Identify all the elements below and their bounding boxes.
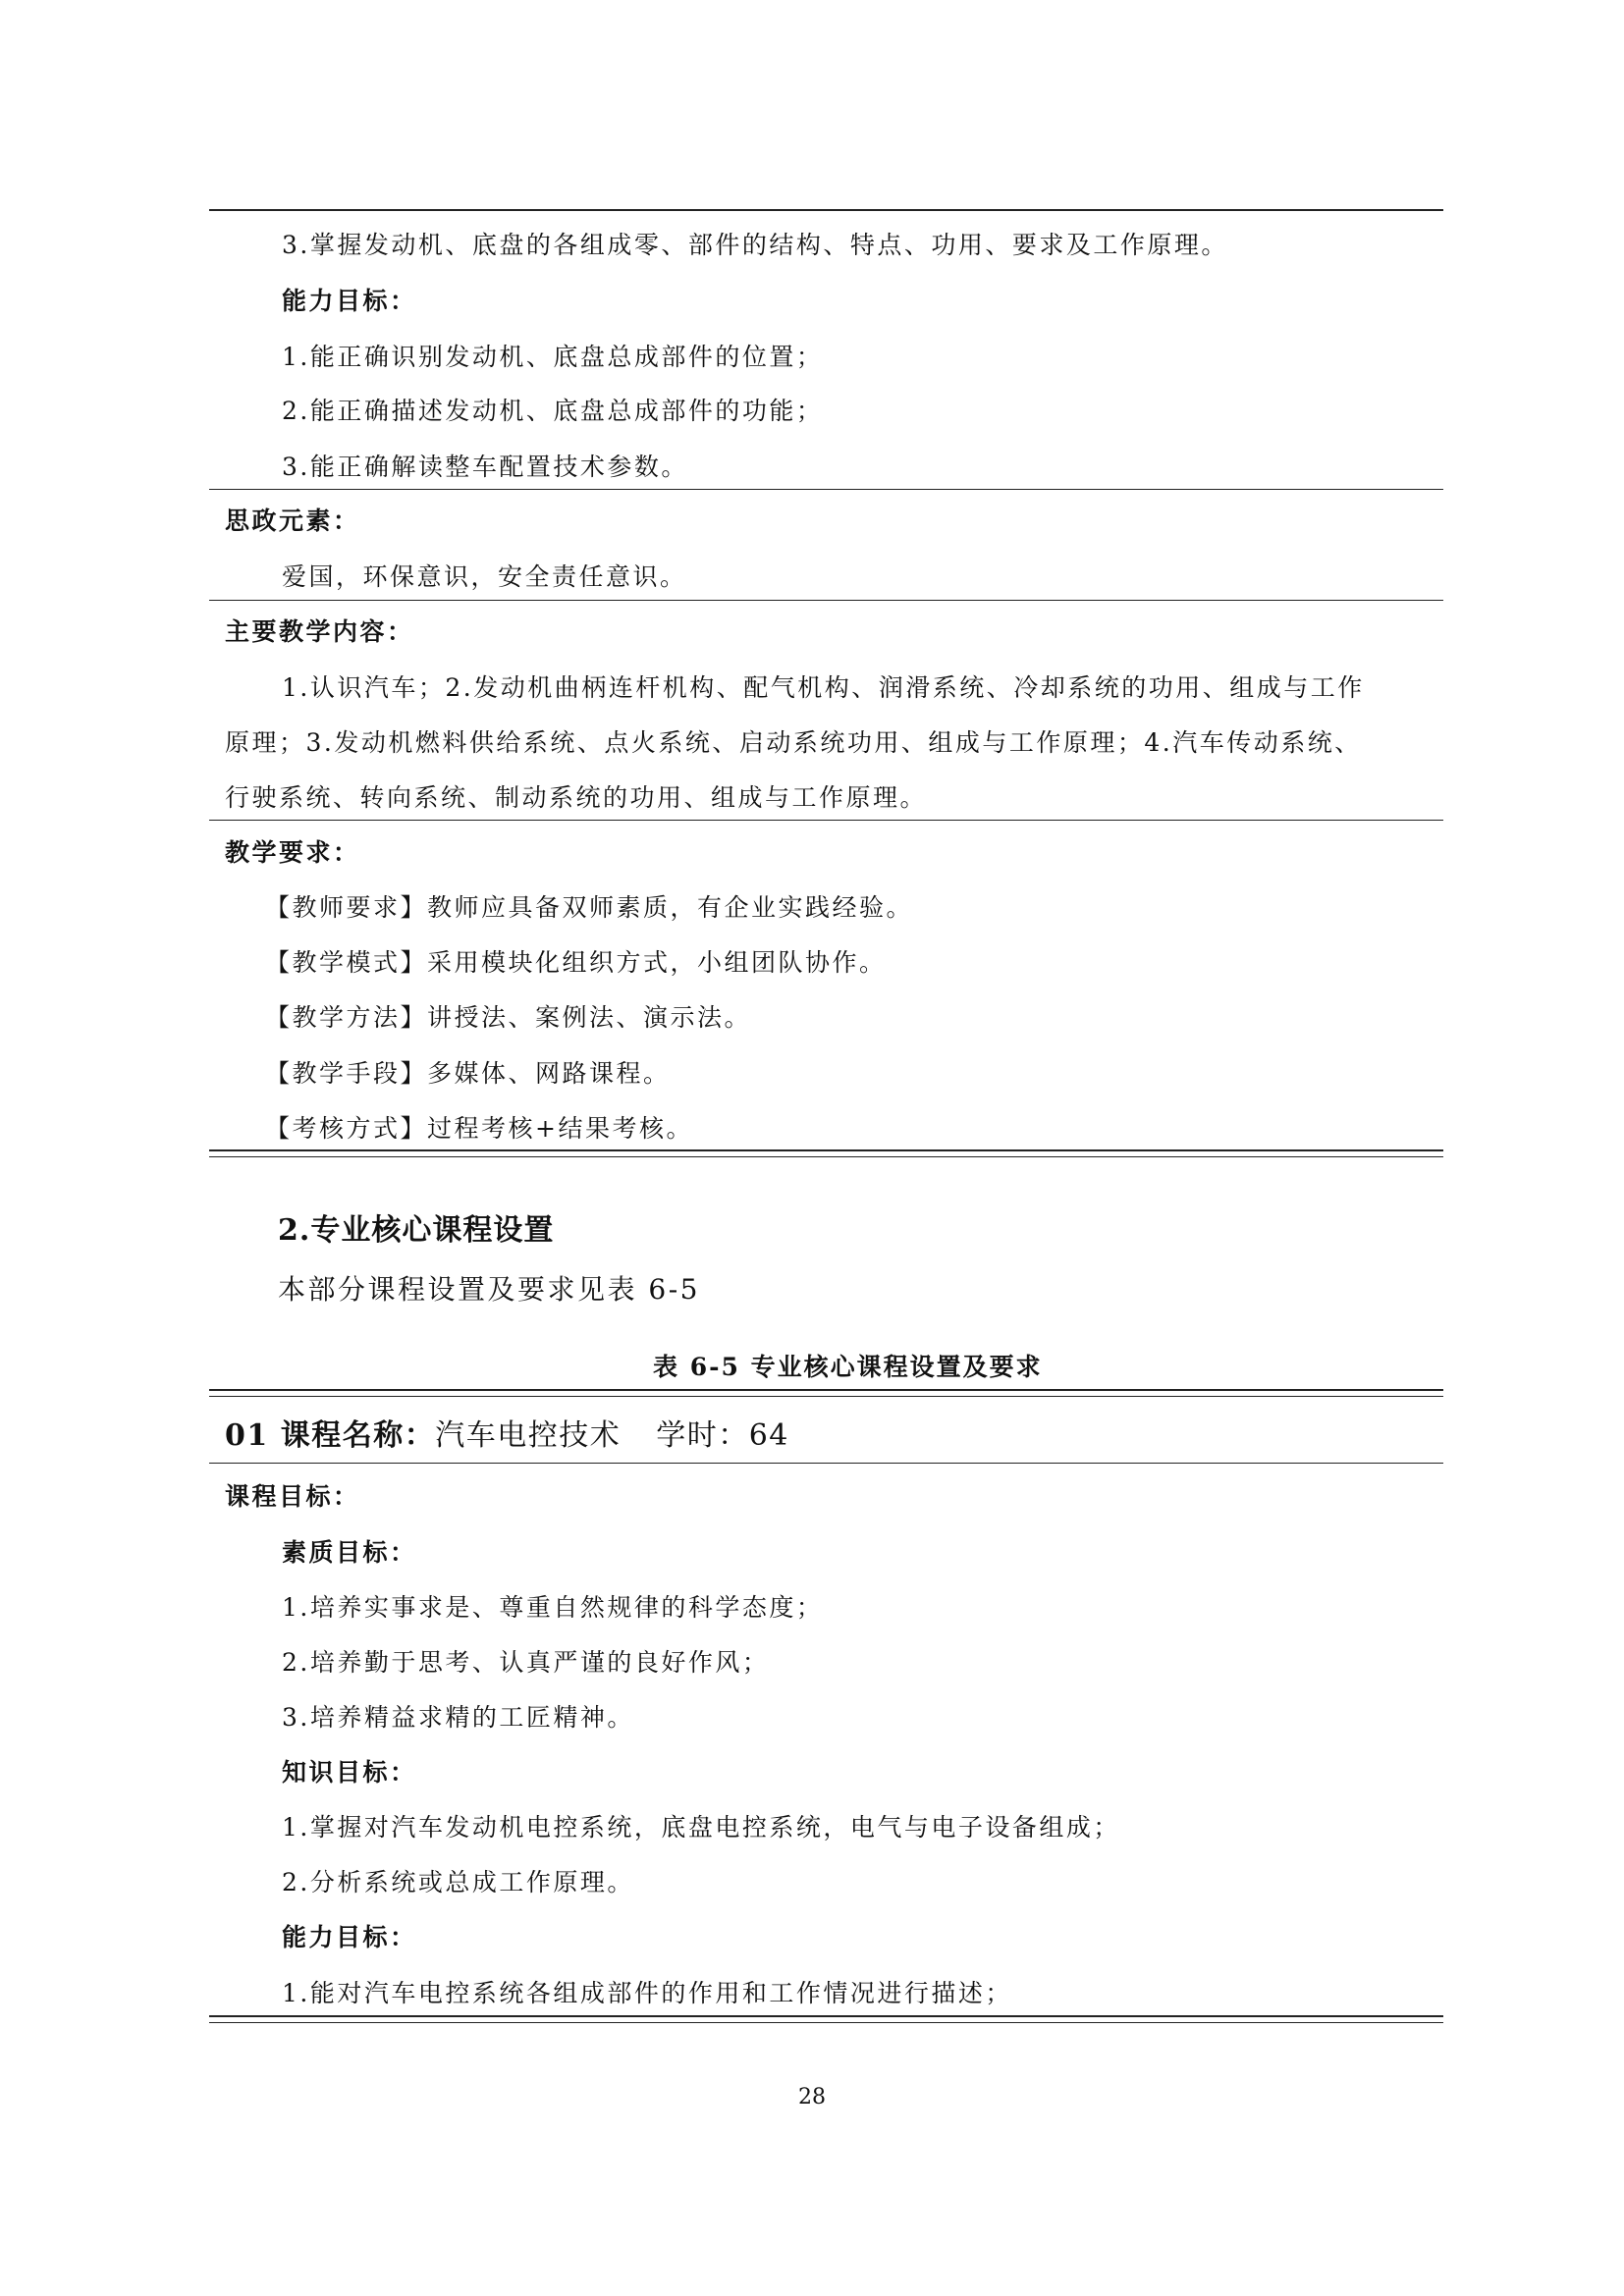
section-heading: 2.专业核心课程设置 bbox=[278, 1213, 555, 1248]
content-line-2: 原理；3.发动机燃料供给系统、点火系统、启动系统功用、组成与工作原理；4.汽车传动系统、 bbox=[225, 728, 1362, 757]
table-top-border bbox=[209, 209, 1443, 211]
quality-item-3: 3.培养精益求精的工匠精神。 bbox=[282, 1703, 634, 1732]
requirement-means: 【教学手段】多媒体、网路课程。 bbox=[265, 1059, 671, 1088]
knowledge-item-3: 3.掌握发动机、底盘的各组成零、部件的结构、特点、功用、要求及工作原理。 bbox=[282, 231, 1228, 259]
course-title-row bbox=[225, 1416, 789, 1456]
requirement-teacher: 【教师要求】教师应具备双师素质，有企业实践经验。 bbox=[265, 893, 914, 922]
quality-item-1: 1.培养实事求是、尊重自然规律的科学态度； bbox=[282, 1593, 824, 1622]
knowledge-heading: 知识目标： bbox=[282, 1758, 417, 1787]
row-divider bbox=[209, 489, 1443, 490]
course-hours-label: 学时： bbox=[656, 1418, 749, 1453]
content-line-1: 1.认识汽车；2.发动机曲柄连杆机构、配气机构、润滑系统、冷却系统的功用、组成与工作 bbox=[282, 673, 1365, 702]
knowledge-item-1: 1.掌握对汽车发动机电控系统，底盘电控系统，电气与电子设备组成； bbox=[282, 1813, 1120, 1842]
requirements-heading: 教学要求： bbox=[225, 838, 360, 867]
ability-heading: 能力目标： bbox=[282, 287, 417, 315]
page-number: 28 bbox=[798, 2085, 826, 2109]
ability-item-1: 1.能正确识别发动机、底盘总成部件的位置； bbox=[282, 343, 824, 371]
ability-item-3: 3.能正确解读整车配置技术参数。 bbox=[282, 453, 688, 481]
table-caption: 表 6-5 专业核心课程设置及要求 bbox=[653, 1353, 1043, 1381]
row-divider bbox=[209, 600, 1443, 601]
course-ability-heading: 能力目标： bbox=[282, 1923, 417, 1951]
course-ability-item-1: 1.能对汽车电控系统各组成部件的作用和工作情况进行描述； bbox=[282, 1979, 1012, 2007]
course-name-label: 01 课程名称： bbox=[225, 1418, 436, 1453]
requirement-mode: 【教学模式】采用模块化组织方式，小组团队协作。 bbox=[265, 948, 887, 977]
table-bottom-border bbox=[209, 2015, 1443, 2023]
requirement-method: 【教学方法】讲授法、案例法、演示法。 bbox=[265, 1003, 752, 1032]
row-divider bbox=[209, 1463, 1443, 1464]
quality-item-2: 2.培养勤于思考、认真严谨的良好作风； bbox=[282, 1648, 770, 1677]
content-heading: 主要教学内容： bbox=[225, 617, 414, 646]
requirement-assessment: 【考核方式】过程考核+结果考核。 bbox=[265, 1114, 693, 1143]
course-name: 汽车电控技术 bbox=[435, 1418, 622, 1453]
row-divider bbox=[209, 820, 1443, 821]
content-line-3: 行驶系统、转向系统、制动系统的功用、组成与工作原理。 bbox=[225, 783, 928, 812]
course-hours: 64 bbox=[748, 1418, 789, 1453]
table-bottom-border bbox=[209, 1149, 1443, 1157]
quality-heading: 素质目标： bbox=[282, 1538, 417, 1567]
ability-item-2: 2.能正确描述发动机、底盘总成部件的功能； bbox=[282, 397, 824, 425]
knowledge-item-2: 2.分析系统或总成工作原理。 bbox=[282, 1868, 634, 1896]
goals-heading: 课程目标： bbox=[225, 1482, 360, 1511]
ideology-text: 爱国，环保意识，安全责任意识。 bbox=[282, 562, 687, 591]
ideology-heading: 思政元素： bbox=[225, 507, 360, 535]
table-top-border bbox=[209, 1389, 1443, 1397]
section-intro: 本部分课程设置及要求见表 6-5 bbox=[278, 1273, 700, 1306]
